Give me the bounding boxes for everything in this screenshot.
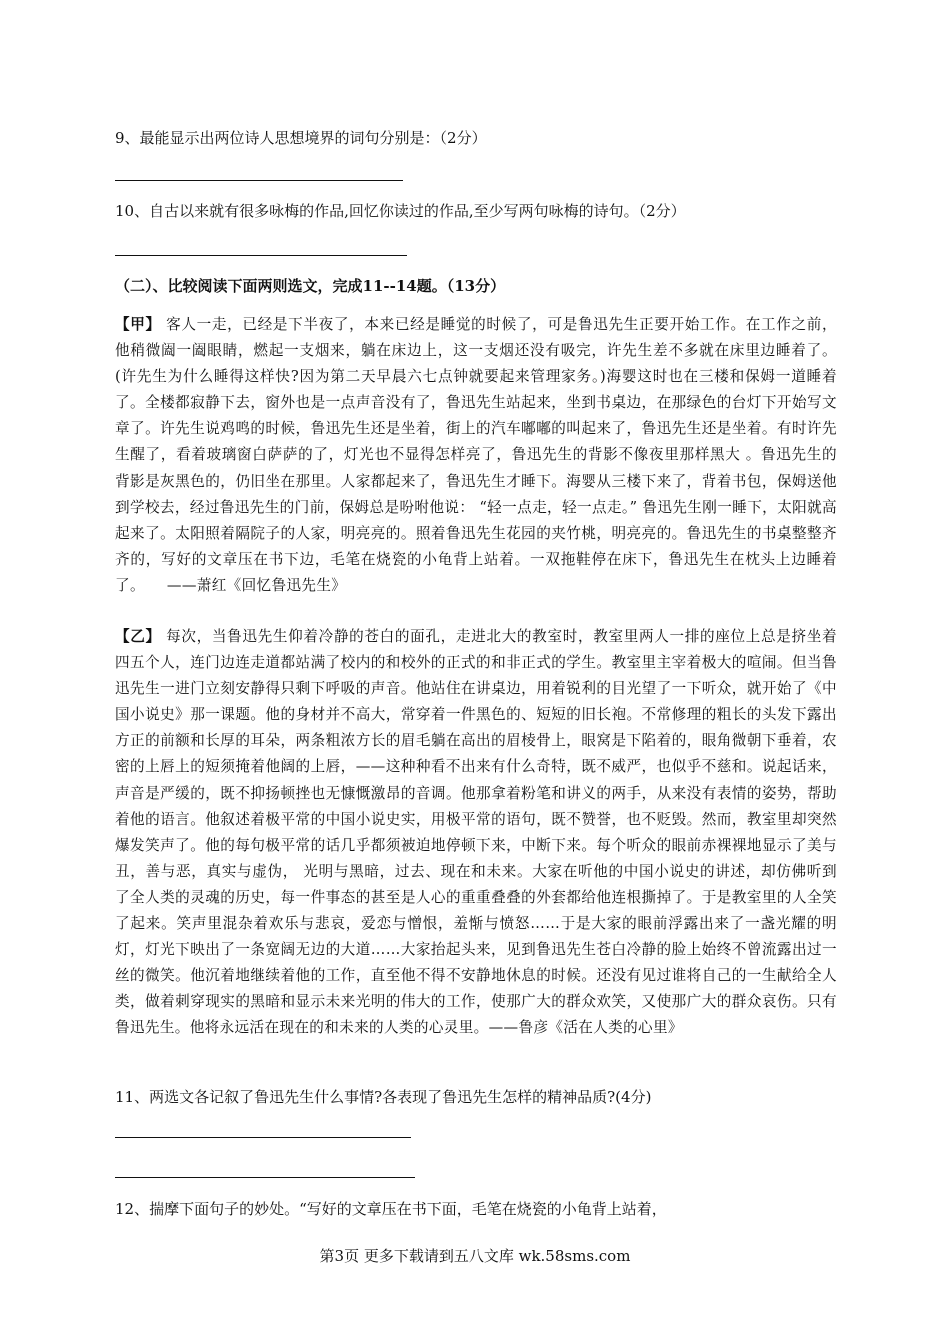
question-11: 11、两选文各记叙了鲁迅先生什么事情?各表现了鲁迅先生怎样的精神品质?(4分): [115, 1088, 652, 1106]
answer-line-q10: [115, 255, 407, 256]
passage-a-tag: 【甲】: [115, 316, 161, 333]
passage-a-source: ——萧红《回忆鲁迅先生》: [166, 576, 347, 594]
passage-b: [115, 624, 837, 1042]
passage-a: [115, 312, 837, 599]
passage-a-text: 客人一走，已经是下半夜了，本来已经是睡觉的时候了，可是鲁迅先生正要开始工作。在工作之前，他稍微阖一阖眼睛，燃起一支烟来，躺在床边上，这一支烟还没有吸完，许先生差不多就在床里边睡着了。(许先生为什么睡得这样快?因为第二天早晨六七点钟就要起来管理家务。)海婴这时也在三楼和保姆一道睡着了。全楼都寂静下去，窗外也是一点声音没有了，鲁迅先生站起来，坐到书桌边，在那绿色的台灯下开始写文章了。许先生说鸡鸣的时候，鲁迅先生还是坐着，街上的汽车嘟嘟的叫起来了，鲁迅先生还是坐着。有时许先生醒了，看着玻璃窗白萨萨的了，灯光也不显得怎样亮了，鲁迅先生的背影不像夜里那样黑大 。鲁迅先生的背影是灰黑色的，仍旧坐在那里。人家都起来了，鲁迅先生才睡下。海婴从三楼下来了，背着书包，保姆送他到学校去，经过鲁迅先生的门前，保姆总是吩咐他说： “轻一点走，轻一点走。” 鲁迅先生刚一睡下，太阳就高起来了。太阳照着隔院子的人家，明亮亮的。照着鲁迅先生花园的夹竹桃，明亮亮的。鲁迅先生的书桌整整齐齐的，写好的文章压在书下边，毛笔在烧瓷的小龟背上站着。一双拖鞋停在床下，鲁迅先生在枕头上边睡着了。: [115, 316, 837, 594]
passage-b-text: 每次，当鲁迅先生仰着冷静的苍白的面孔，走进北大的教室时，教室里两人一排的座位上总是挤坐着四五个人，连门边连走道都站满了校内的和校外的正式的和非正式的学生。教室里主宰着极大的喧闹。但当鲁迅先生一进门立刻安静得只剩下呼吸的声音。他站住在讲桌边，用着锐利的目光望了一下听众，就开始了《中国小说史》那一课题。他的身材并不高大，常穿着一件黑色的、短短的旧长袍。不常修理的粗长的头发下露出方正的前额和长厚的耳朵，两条粗浓方长的眉毛躺在高出的眉棱骨上，眼窝是下陷着的，眼角微朝下垂着，农密的上唇上的短须掩着他阔的上唇，——这种种看不出来有什么奇特，既不威严，也似乎不慈和。说起话来，声音是严缓的，既不抑扬顿挫也无慷慨激昂的音调。他那拿着粉笔和讲义的两手，从来没有表情的姿势，帮助着他的语言。他叙述着极平常的中国小说史实，用极平常的语句，既不赞誉，也不贬毁。然而，教室里却突然爆发笑声了。他的每句极平常的话几乎都须被迫地停顿下来，中断下来。每个听众的眼前赤裸裸地显示了美与丑，善与恶，真实与虚伪， 光明与黑暗，过去、现在和未来。大家在听他的中国小说史的讲述，却仿佛听到了全人类的灵魂的历史，每一件事态的甚至是人心的重重叠叠的外套都给他连根撕掉了。于是教室里的人全笑了起来。笑声里混杂着欢乐与悲哀，爱恋与憎恨，羞惭与愤怒……于是大家的眼前浮露出来了一盏光耀的明灯，灯光下映出了一条宽阔无边的大道……大家抬起头来，见到鲁迅先生苍白冷静的脸上始终不曾流露出过一丝的微笑。他沉着地继续着他的工作，直至他不得不安静地休息的时候。还没有见过谁将自己的一生献给全人类，做着刺穿现实的黑暗和显示未来光明的伟大的工作，使那广大的群众欢笑，又使那广大的群众哀伤。只有鲁迅先生。他将永远活在现在的和未来的人类的心灵里。: [115, 628, 837, 1037]
question-10: 10、自古以来就有很多咏梅的作品,回忆你读过的作品,至少写两句咏梅的诗句。（2分）: [115, 202, 686, 220]
question-9: 9、最能显示出两位诗人思想境界的词句分别是：（2分）: [115, 129, 487, 147]
section-title: （二）、比较阅读下面两则选文，完成11--14题。（13分）: [115, 277, 506, 295]
answer-line-q11-2: [115, 1177, 415, 1178]
answer-line-q9: [115, 180, 403, 181]
question-12: 12、揣摩下面句子的妙处。“写好的文章压在书下面，毛笔在烧瓷的小龟背上站着，: [115, 1200, 667, 1218]
page-footer: 第3页 更多下载请到五八文库 wk.58sms.com: [319, 1247, 631, 1265]
answer-line-q11-1: [115, 1137, 411, 1138]
passage-b-source: ——鲁彦《活在人类的心里》: [488, 1019, 683, 1037]
passage-b-tag: 【乙】: [115, 628, 161, 645]
